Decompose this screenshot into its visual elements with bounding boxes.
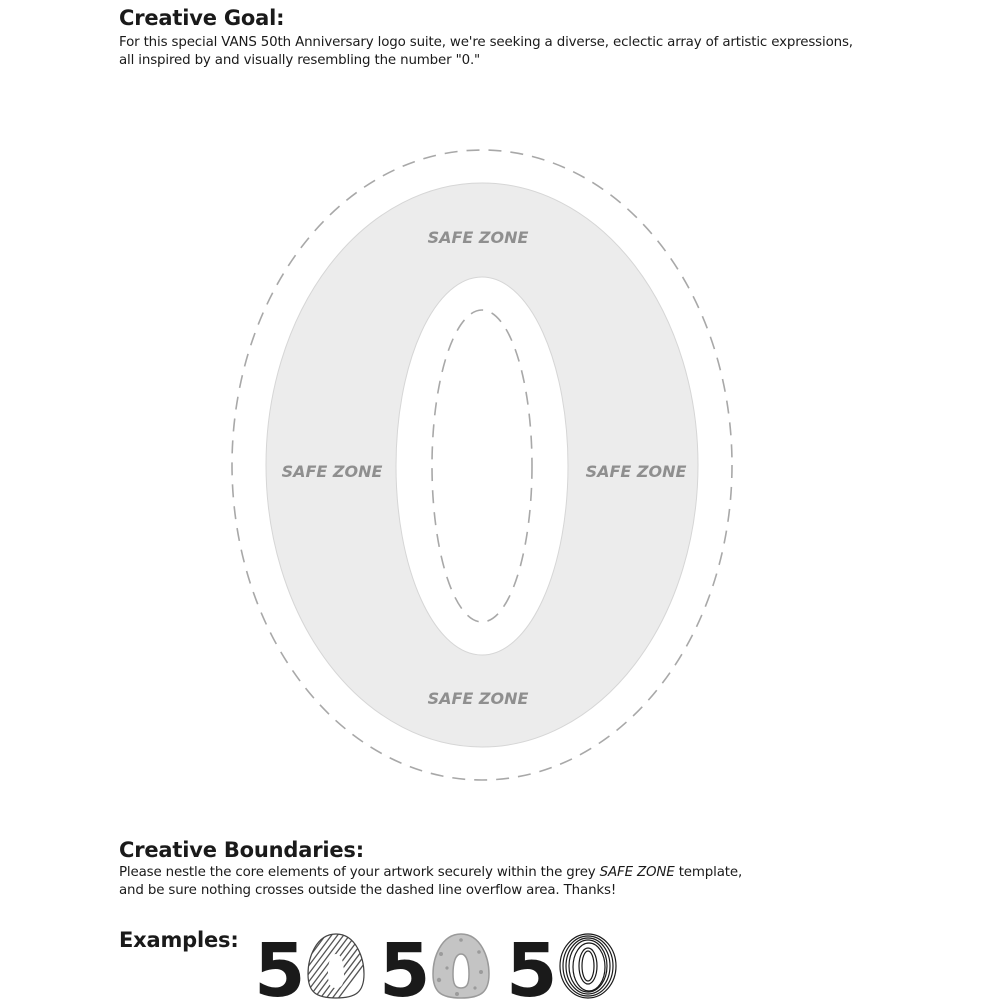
safe-zone-label-left: SAFE ZONE bbox=[281, 462, 383, 481]
example-2-textured-zero bbox=[433, 934, 489, 998]
example-1-digit: 5 bbox=[254, 928, 306, 1004]
boundaries-line-1-end: template, bbox=[674, 865, 743, 880]
example-1 bbox=[254, 924, 394, 1004]
safe-zone-label-top: SAFE ZONE bbox=[427, 228, 529, 247]
creative-goal-line-1: For this special VANS 50th Anniversary logo suite, we're seeking a diverse, eclectic array of artistic expressions, bbox=[119, 35, 853, 50]
example-3-scribble-zero bbox=[560, 934, 616, 998]
example-3 bbox=[506, 928, 616, 1004]
creative-goal-line-2: all inspired by and visually resembling the number "0." bbox=[119, 53, 481, 68]
example-3-digit: 5 bbox=[506, 928, 558, 1004]
safe-zone-label-right: SAFE ZONE bbox=[585, 462, 687, 481]
example-2 bbox=[379, 928, 489, 1004]
safe-zone-emphasis: SAFE ZONE bbox=[599, 865, 675, 880]
creative-boundaries-text bbox=[119, 864, 819, 900]
creative-goal-heading: Creative Goal: bbox=[119, 6, 285, 30]
boundaries-line-1-start: Please nestle the core elements of your artwork securely within the grey bbox=[119, 865, 600, 880]
example-2-digit: 5 bbox=[379, 928, 431, 1004]
examples-figure bbox=[252, 924, 652, 1004]
creative-boundaries-heading: Creative Boundaries: bbox=[119, 838, 364, 862]
safe-zone-label-bottom: SAFE ZONE bbox=[427, 689, 529, 708]
boundaries-line-2: and be sure nothing crosses outside the dashed line overflow area. Thanks! bbox=[119, 883, 617, 898]
examples-heading: Examples: bbox=[119, 928, 239, 952]
